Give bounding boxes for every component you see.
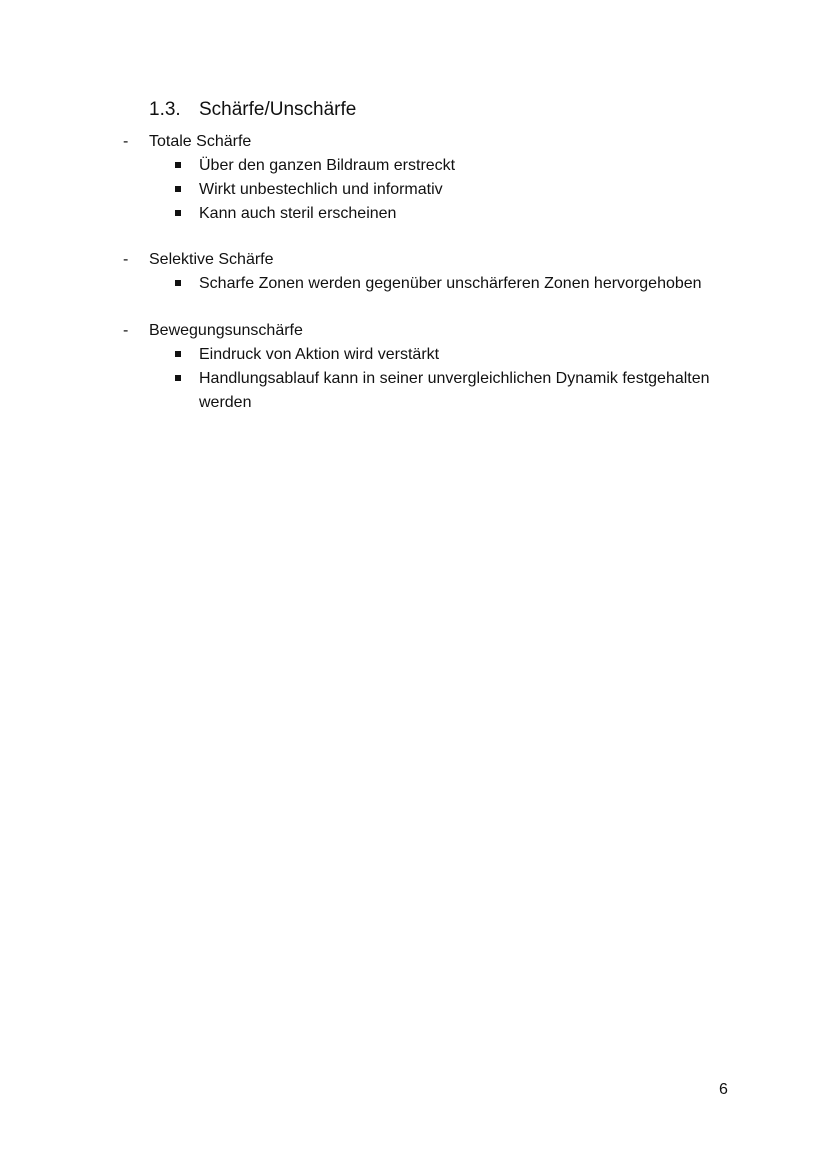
square-bullet-icon <box>175 162 181 168</box>
list-item: Über den ganzen Bildraum erstreckt <box>0 154 828 178</box>
section-bewegungsunschaerfe <box>0 319 828 415</box>
section-heading <box>149 98 356 122</box>
list-item: Scharfe Zonen werden gegenüber unschärferen Zonen hervorgehoben <box>0 272 828 296</box>
section-title: Bewegungsunschärfe <box>149 322 303 339</box>
section-title: Selektive Schärfe <box>149 251 274 268</box>
section-title: Totale Schärfe <box>149 133 252 150</box>
dash-marker: - <box>123 251 129 268</box>
section-totale-schaerfe <box>0 130 828 226</box>
square-bullet-icon <box>175 210 181 216</box>
section-selektive-schaerfe <box>0 248 828 296</box>
bullet-list <box>0 154 828 226</box>
square-bullet-icon <box>175 375 181 381</box>
list-item: Kann auch steril erscheinen <box>0 202 828 226</box>
square-bullet-icon <box>175 280 181 286</box>
list-item: Wirkt unbestechlich und informativ <box>0 178 828 202</box>
heading-title: Schärfe/Unschärfe <box>199 99 357 120</box>
dash-marker: - <box>123 322 129 339</box>
square-bullet-icon <box>175 351 181 357</box>
list-item: Eindruck von Aktion wird verstärkt <box>0 343 828 367</box>
page-number: 6 <box>719 1081 728 1098</box>
list-item: Handlungsablauf kann in seiner unvergleichlichen Dynamik festgehalten werden <box>0 367 828 415</box>
bullet-list <box>0 272 828 296</box>
heading-number: 1.3. <box>149 99 181 120</box>
dash-marker: - <box>123 133 129 150</box>
bullet-list <box>0 343 828 415</box>
square-bullet-icon <box>175 186 181 192</box>
